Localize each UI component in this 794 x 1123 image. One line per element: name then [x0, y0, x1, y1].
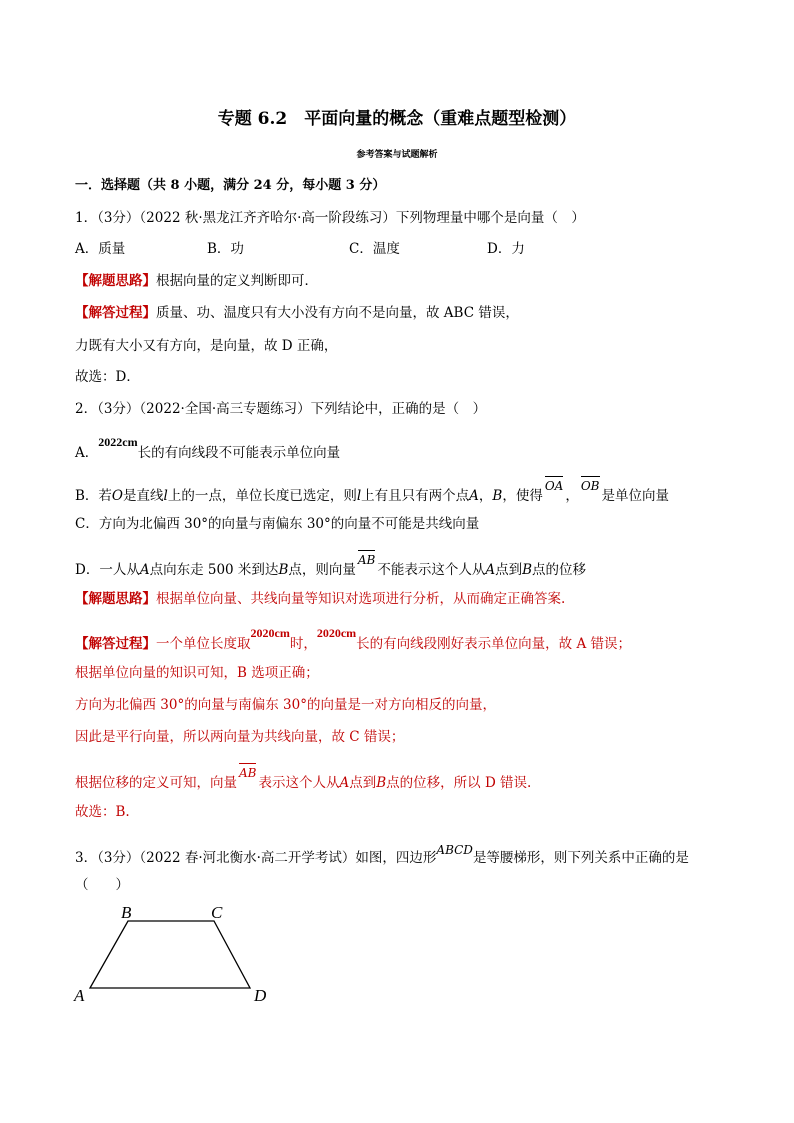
q1-answer: 故选：D． — [75, 369, 140, 385]
page-title: 专题 6.2 平面向量的概念（重难点题型检测） — [217, 109, 577, 129]
trapezoid-shape — [90, 921, 250, 988]
q1-option-a: A．质量 — [75, 241, 126, 257]
q2-process-line-5: 根据位移的定义可知，向量 AB表示这个人从A点到B点的位移，所以 D 错误. — [75, 774, 531, 792]
q1-hint — [75, 272, 318, 290]
q2-process-line-3: 方向为北偏西 30°的向量与南偏东 30°的向量是一对方向相反的向量， — [75, 697, 496, 713]
process-text: 质量、功、温度只有大小没有方向不是向量，故 ABC 错误， — [156, 305, 519, 321]
q2-option-a: A．2022cm长的有向线段不可能表示单位向量 — [75, 435, 341, 461]
q1-option-b: B．功 — [207, 241, 244, 257]
q2-hint: 【解题思路】根据单位向量、共线向量等知识对选项进行分析，从而确定正确答案. — [75, 591, 566, 607]
q1-option-c: C．温度 — [349, 241, 400, 257]
q2-answer: 故选：B. — [75, 804, 130, 820]
vector-ab: AB — [239, 764, 256, 782]
q2-stem: 2．（3分）（2022·全国·高三专题练习）下列结论中，正确的是（ ） — [75, 401, 487, 417]
q1-stem: 1．（3分）（2022 秋·黑龙江齐齐哈尔·高一阶段练习）下列物理量中哪个是向量（ ） — [75, 210, 585, 226]
q3-stem: 3．（3分）（2022 春·河北衡水·高二开学考试）如图，四边形ABCD是等腰梯形，则下列关系中正确的是 — [75, 843, 689, 866]
page-subtitle: 参考答案与试题解析 — [356, 150, 438, 160]
q3-paren: （ ） — [75, 877, 129, 893]
q2-option-c: C．方向为北偏西 30°的向量与南偏东 30°的向量不可能是共线向量 — [75, 516, 480, 532]
hint-tag: 【解题思路】 — [75, 273, 156, 289]
process-tag: 【解答过程】 — [75, 305, 156, 321]
q1-process-line-1 — [75, 304, 519, 322]
q1-option-d: D．力 — [487, 241, 525, 257]
vector-oa: OA — [545, 477, 564, 495]
vertex-label-b: B — [121, 903, 132, 922]
vertex-label-d: D — [254, 986, 267, 1005]
vertex-label-c: C — [211, 903, 223, 922]
vertex-label-a: A — [74, 986, 85, 1005]
q2-process-line-4: 因此是平行向量，所以两向量为共线向量，故 C 错误； — [75, 729, 405, 745]
quadrilateral-name: ABCD — [436, 843, 473, 857]
q2-process-line-1: 【解答过程】一个单位长度取2020cm时，2020cm长的有向线段刚好表示单位向量，故 A 错误； — [75, 626, 631, 652]
q2-option-d: D．一人从A点向东走 500 米到达B点，则向量 AB不能表示这个人从A点到B点的位移 — [75, 561, 586, 579]
vector-ob: OB — [581, 477, 600, 495]
q2-option-b: B．若O是直线l上的一点，单位长度已选定，则l上有且只有两个点A，B，使得 OA， OB是单位向量 — [75, 487, 669, 505]
section-heading: 一．选择题（共 8 小题，满分 24 分，每小题 3 分） — [75, 178, 386, 193]
q1-process-line-2: 力既有大小又有方向，是向量，故 D 正确， — [75, 338, 338, 354]
hint-text: 根据向量的定义判断即可． — [156, 273, 318, 289]
vector-ab: AB — [358, 551, 375, 569]
length-value: 2022cm — [98, 435, 138, 449]
q2-process-line-2: 根据单位向量的知识可知，B 选项正确； — [75, 665, 319, 681]
trapezoid-figure — [68, 898, 278, 1010]
